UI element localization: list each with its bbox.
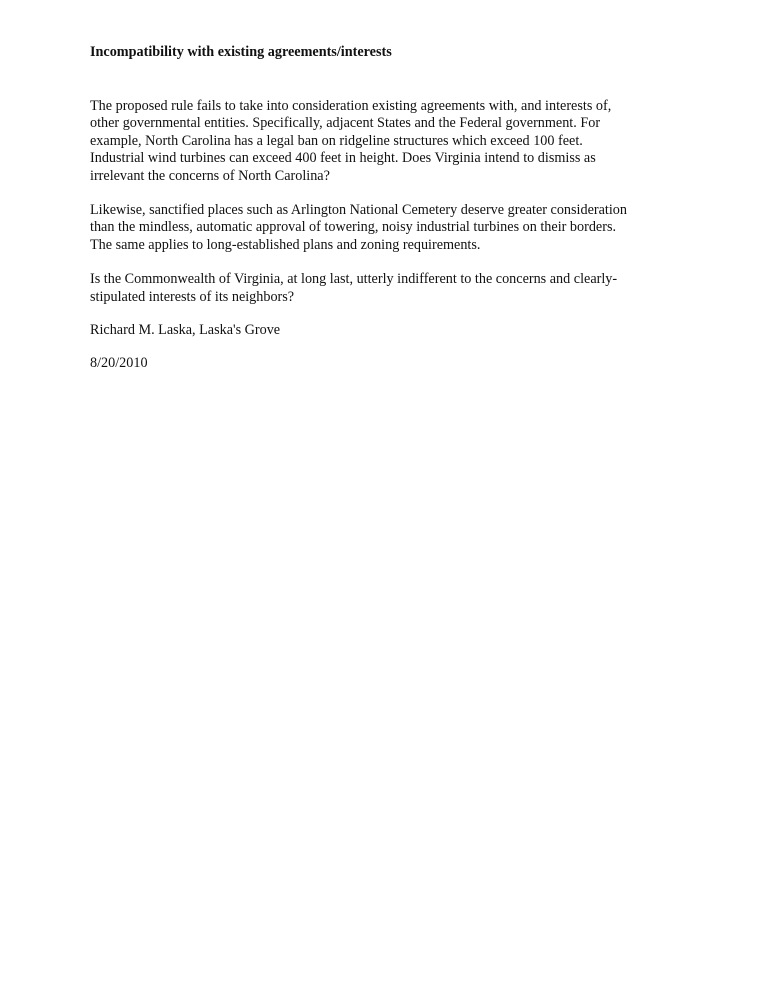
paragraph-line: stipulated interests of its neighbors? — [90, 288, 295, 305]
paragraph-existing-agreements — [90, 98, 670, 185]
paragraph-sanctified-places — [90, 202, 670, 254]
paragraph-line: than the mindless, automatic approval of towering, noisy industrial turbines on their borders. — [90, 219, 617, 236]
paragraph-line: irrelevant the concerns of North Carolina? — [90, 167, 330, 184]
paragraph-line: other governmental entities. Specifically, adjacent States and the Federal government. For — [90, 115, 601, 132]
document-date: 8/20/2010 — [90, 355, 148, 372]
paragraph-line: Is the Commonwealth of Virginia, at long last, utterly indifferent to the concerns and clearly- — [90, 271, 618, 288]
paragraph-line: Likewise, sanctified places such as Arlington National Cemetery deserve greater consideration — [90, 202, 627, 219]
paragraph-line: The same applies to long-established plans and zoning requirements. — [90, 236, 481, 253]
paragraph-line: Industrial wind turbines can exceed 400 feet in height. Does Virginia intend to dismiss as — [90, 150, 596, 167]
paragraph-line: example, North Carolina has a legal ban on ridgeline structures which exceed 100 feet. — [90, 132, 583, 149]
signature: Richard M. Laska, Laska's Grove — [90, 322, 281, 339]
document-body — [90, 44, 670, 373]
document-heading: Incompatibility with existing agreements/interests — [90, 44, 392, 60]
paragraph-commonwealth-question — [90, 271, 670, 306]
paragraph-line: The proposed rule fails to take into consideration existing agreements with, and interests of, — [90, 98, 612, 114]
